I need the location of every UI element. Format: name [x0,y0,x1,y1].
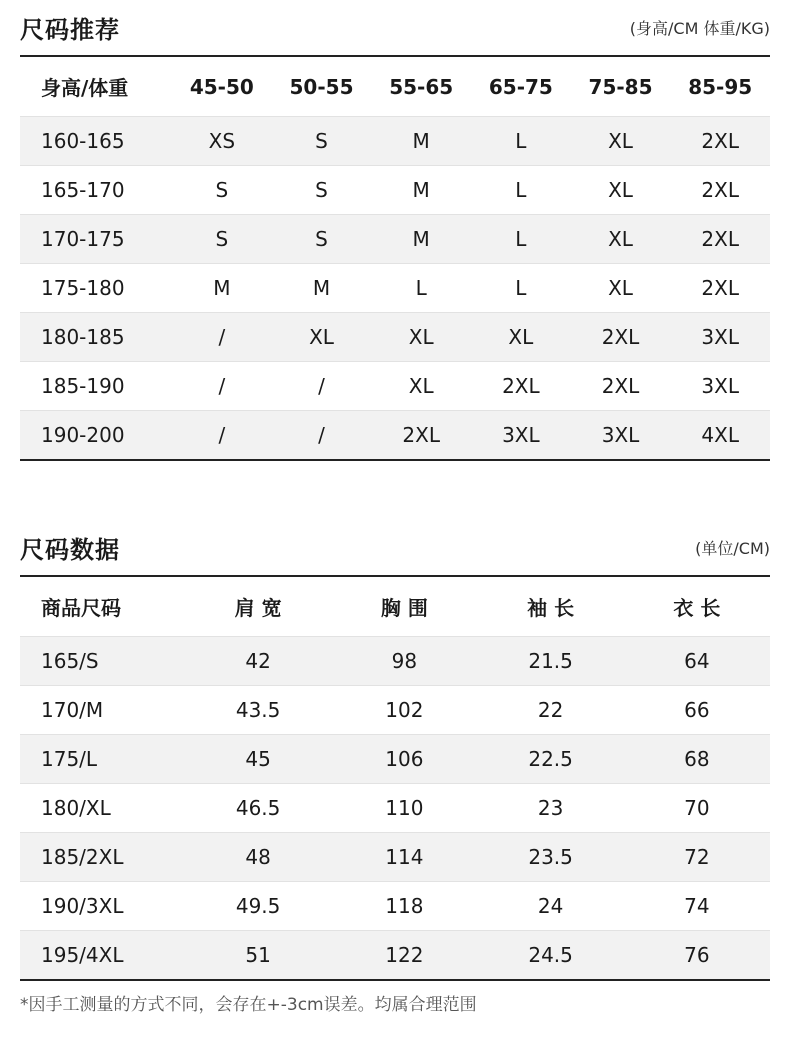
table-cell: 190/3XL [41,894,124,918]
table-cell: 2XL [601,374,640,398]
table-cell: XL [508,325,534,349]
table-cell: 4XL [701,423,739,447]
table-cell: 170-175 [41,227,125,251]
header-cell: 袖 长 [527,596,575,620]
table-cell: M [213,276,231,300]
table-row [20,215,770,264]
table-cell: / [318,423,325,447]
table-cell: XL [408,325,434,349]
table-cell: 24 [537,894,564,918]
table-row [20,362,770,411]
table-cell: 2XL [701,276,739,300]
table-cell: 2XL [601,325,640,349]
size-data-table [20,575,770,981]
table-cell: 3XL [502,423,540,447]
table-cell: XL [608,178,633,202]
table-cell: / [218,423,226,447]
table-cell: XL [309,325,334,349]
table-cell: 2XL [502,374,540,398]
table-header-row [20,57,770,117]
table-cell: XS [208,129,236,153]
table-cell: 102 [385,698,424,722]
table-cell: 23.5 [528,845,573,869]
table-row [20,264,770,313]
table-cell: 3XL [701,325,739,349]
table-cell: / [318,374,325,398]
header-cell: 65-75 [488,74,553,99]
table-cell: L [515,227,527,251]
table-cell: 23 [537,796,564,820]
table-cell: S [215,227,229,251]
header-cell: 肩 宽 [234,596,282,620]
table-cell: 190-200 [41,423,125,447]
table-row [20,931,770,979]
measurement-footnote: *因手工测量的方式不同，会存在+-3cm误差。均属合理范围 [20,995,477,1015]
table-cell: 106 [385,747,424,771]
header-cell: 75-85 [588,74,653,99]
table-cell: S [215,178,229,202]
table-cell: 170/M [41,698,104,722]
table-row [20,784,770,833]
table-cell: 110 [385,796,424,820]
table-cell: 3XL [701,374,739,398]
header-cell: 85-95 [688,74,753,99]
table-cell: 45 [245,747,271,771]
size-data-unit-note: (单位/CM) [695,539,770,558]
table-cell: M [412,178,430,202]
table-row [20,882,770,931]
table-cell: 64 [684,649,710,673]
table-cell: 175-180 [41,276,125,300]
header-cell: 55-65 [389,74,454,99]
table-cell: 2XL [701,227,739,251]
header-cell: 衣 长 [673,596,721,620]
table-header-row [20,577,770,637]
header-cell: 45-50 [189,74,254,99]
table-cell: 165-170 [41,178,125,202]
table-row [20,735,770,784]
table-cell: 160-165 [41,129,125,153]
table-cell: 68 [684,747,710,771]
table-cell: XL [408,374,434,398]
table-cell: L [515,129,527,153]
table-cell: 21.5 [528,649,573,673]
table-row [20,411,770,459]
table-cell: M [412,227,430,251]
table-cell: L [415,276,427,300]
size-recommendation-title: 尺码推荐 [20,16,120,44]
table-cell: 66 [684,698,710,722]
header-cell: 身高/体重 [41,76,129,100]
table-cell: XL [608,276,633,300]
table-cell: 48 [245,845,271,869]
table-cell: M [412,129,430,153]
table-cell: S [315,227,328,251]
table-cell: XL [608,227,633,251]
table-row [20,686,770,735]
table-cell: L [515,178,527,202]
table-cell: 76 [684,943,710,967]
table-cell: 3XL [601,423,640,447]
table-cell: 185/2XL [41,845,124,869]
table-cell: 2XL [402,423,440,447]
table-cell: 180/XL [41,796,111,820]
table-row [20,313,770,362]
size-recommendation-table [20,55,770,461]
table-cell: 114 [385,845,424,869]
table-cell: / [218,325,226,349]
table-row [20,833,770,882]
table-cell: 72 [684,845,710,869]
table-cell: M [312,276,331,300]
table-cell: 98 [391,649,418,673]
table-row [20,637,770,686]
table-cell: 70 [684,796,710,820]
table-cell: 175/L [41,747,98,771]
table-row [20,166,770,215]
table-cell: 195/4XL [41,943,124,967]
table-cell: 24.5 [528,943,573,967]
table-cell: S [315,178,328,202]
table-cell: 2XL [701,129,739,153]
table-cell: 2XL [701,178,739,202]
table-cell: 180-185 [41,325,125,349]
table-cell: 42 [245,649,271,673]
table-cell: 122 [385,943,424,967]
table-cell: S [315,129,328,153]
size-recommendation-unit-note: (身高/CM 体重/KG) [629,19,770,38]
table-cell: 118 [385,894,424,918]
table-cell: L [515,276,527,300]
table-row [20,117,770,166]
table-cell: 49.5 [235,894,281,918]
table-cell: 51 [245,943,271,967]
table-cell: 185-190 [41,374,125,398]
header-cell: 商品尺码 [41,596,121,620]
size-data-title: 尺码数据 [20,536,120,564]
table-cell: / [218,374,226,398]
table-cell: 43.5 [235,698,281,722]
table-cell: 165/S [41,649,99,673]
table-cell: 74 [684,894,710,918]
table-cell: 22 [537,698,564,722]
header-cell: 胸 围 [380,596,428,620]
table-cell: 22.5 [528,747,573,771]
table-cell: 46.5 [235,796,281,820]
table-cell: XL [608,129,633,153]
header-cell: 50-55 [289,74,354,99]
